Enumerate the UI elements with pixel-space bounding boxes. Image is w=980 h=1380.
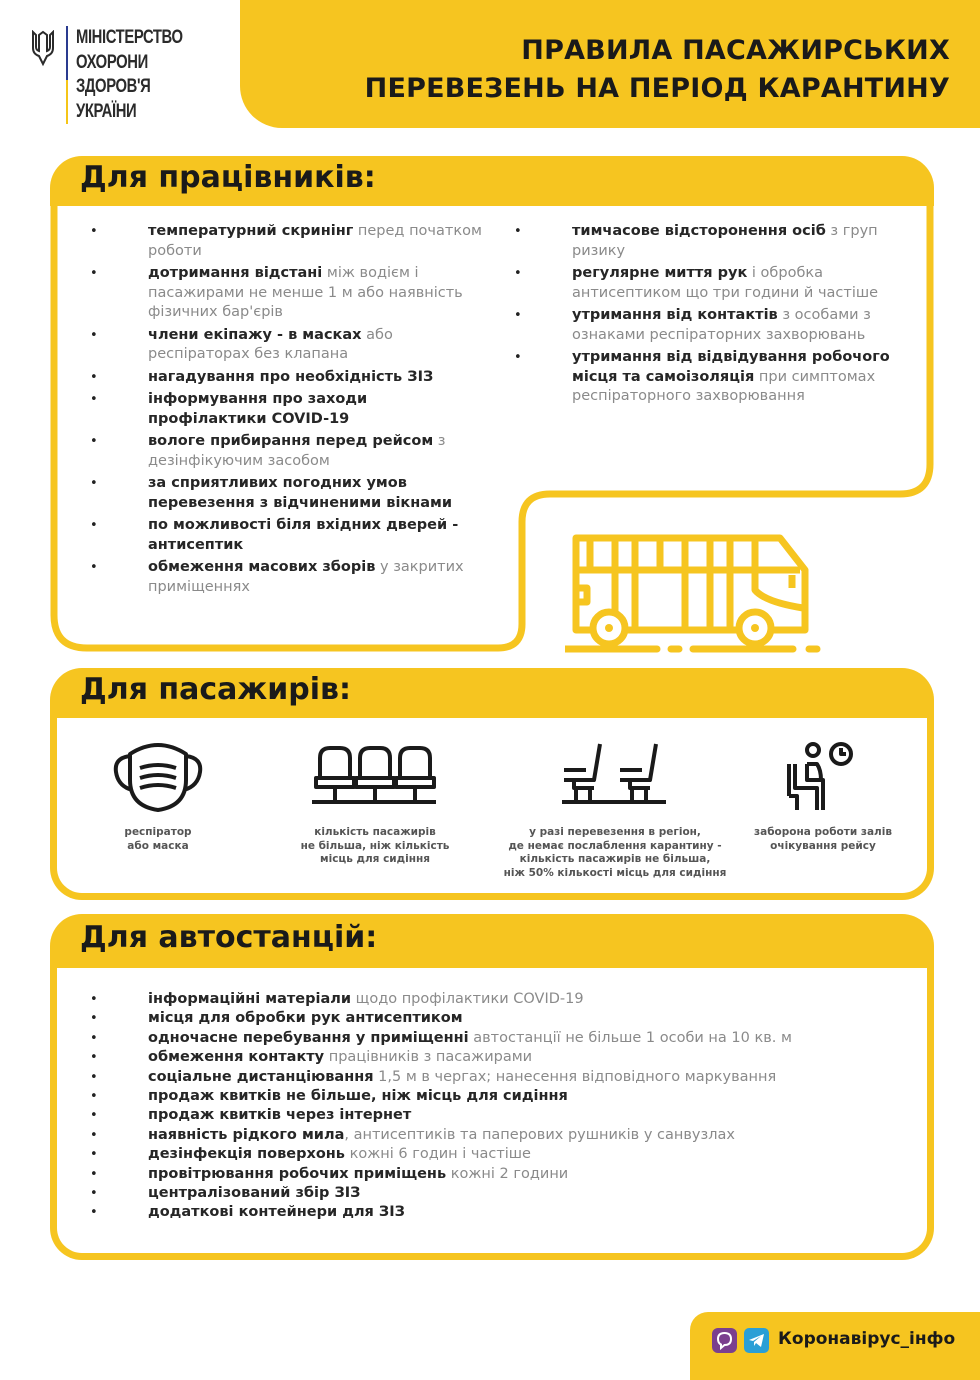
list-item: • по можливості біля вхідних дверей - антисептик (88, 516, 488, 555)
list-item: • наявність рідкого мила, антисептиків та паперових рушників у санвузлах (88, 1126, 888, 1145)
list-item: • обмеження контакту працівників з пасажирами (88, 1048, 888, 1067)
list-item: • соціальне дистанціювання 1,5 м в чергах; нанесення відповідного маркування (88, 1068, 888, 1087)
passenger-rule-waiting-halls (748, 740, 898, 853)
footer-channel-badge (690, 1312, 980, 1380)
mask-icon (110, 740, 206, 812)
channel-name[interactable]: Коронавірус_інфо (778, 1329, 956, 1349)
waiting-person-clock-icon (783, 740, 863, 812)
title-line: ПЕРЕВЕЗЕНЬ НА ПЕРІОД КАРАНТИНУ (364, 73, 950, 104)
caption-line: у разі перевезення в регіон, (529, 826, 701, 838)
caption-line: де немає послаблення карантину - (508, 839, 722, 852)
list-item: • за сприятливих погодних умов перевезення з відчиненими вікнами (88, 474, 488, 513)
caption-line: не більша, ніж кількість (300, 839, 450, 852)
list-item: • температурний скринінг перед початком роботи (88, 222, 488, 261)
stations-list (88, 990, 888, 1223)
ministry-line: ЗДОРОВ'Я (76, 76, 151, 97)
passenger-rule-mask (88, 740, 228, 853)
list-item: • продаж квитків не більше, ніж місць для сидіння (88, 1087, 888, 1106)
list-item: • утримання від відвідування робочого місця та самоізоляція при симптомах респіраторного захворювання (512, 348, 902, 407)
title-line: ПРАВИЛА ПАСАЖИРСЬКИХ (521, 35, 950, 66)
caption-line: місць для сидіння (320, 853, 430, 865)
list-item: • обмеження масових зборів у закритих приміщеннях (88, 558, 488, 597)
section-header-passengers (50, 668, 934, 718)
list-item: • утримання від контактів з особами з ознаками респіраторних захворювань (512, 306, 902, 345)
viber-icon[interactable] (712, 1328, 737, 1353)
caption-line: кількість пасажирів (314, 826, 436, 838)
passenger-rule-50-percent (500, 740, 730, 880)
section-title: Для автостанцій: (80, 920, 378, 955)
list-item: • інформування про заходи профілактики COVID-19 (88, 390, 488, 429)
list-item: • централізований збір ЗІЗ (88, 1184, 888, 1203)
list-item: • продаж квитків через інтернет (88, 1106, 888, 1125)
caption-line: заборона роботи залів (754, 826, 892, 838)
caption-line: або маска (127, 839, 189, 852)
list-item: • вологе прибирання перед рейсом з дезінфікуючим засобом (88, 432, 488, 471)
seats-row-icon (310, 740, 440, 812)
bus-seats-icon (560, 740, 670, 812)
list-item: • одночасне перебування у приміщенні автостанції не більше 1 особи на 10 кв. м (88, 1029, 888, 1048)
bus-icon (565, 530, 835, 655)
list-item: • тимчасове відсторонення осіб з груп ризику (512, 222, 902, 261)
ministry-line: МІНІСТЕРСТВО (76, 27, 183, 48)
list-item: • дотримання відстані між водієм і пасажирами не менше 1 м або наявність фізичних бар'єрів (88, 264, 488, 323)
workers-list-left (88, 222, 488, 600)
section-title: Для пасажирів: (80, 672, 352, 707)
ministry-line: ОХОРОНИ (76, 51, 148, 73)
list-item: • інформаційні матеріали щодо профілактики COVID-19 (88, 990, 888, 1009)
list-item: • регулярне миття рук і обробка антисептиком що три години й частіше (512, 264, 902, 303)
list-item: • провітрювання робочих приміщень кожні 2 години (88, 1165, 888, 1184)
caption-line: очікування рейсу (770, 839, 876, 852)
list-item: • нагадування про необхідність ЗІЗ (88, 368, 488, 388)
ministry-line: УКРАЇНИ (76, 100, 137, 122)
list-item: • члени екіпажу - в масках або респіраторах без клапана (88, 326, 488, 365)
caption-line: ніж 50% кількості місць для сидіння (503, 866, 727, 879)
list-item: • додаткові контейнери для ЗІЗ (88, 1203, 888, 1222)
passenger-rule-seat-count (290, 740, 460, 867)
telegram-icon[interactable] (744, 1328, 769, 1353)
list-item: • місця для обробки рук антисептиком (88, 1009, 888, 1028)
list-item: • дезінфекція поверхонь кожні 6 годин і частіше (88, 1145, 888, 1164)
workers-list-right (512, 222, 902, 410)
caption-line: кількість пасажирів не більша, (519, 853, 711, 865)
caption-line: респіратор (124, 826, 192, 838)
section-header-stations (50, 914, 934, 968)
section-title: Для працівників: (80, 160, 376, 195)
